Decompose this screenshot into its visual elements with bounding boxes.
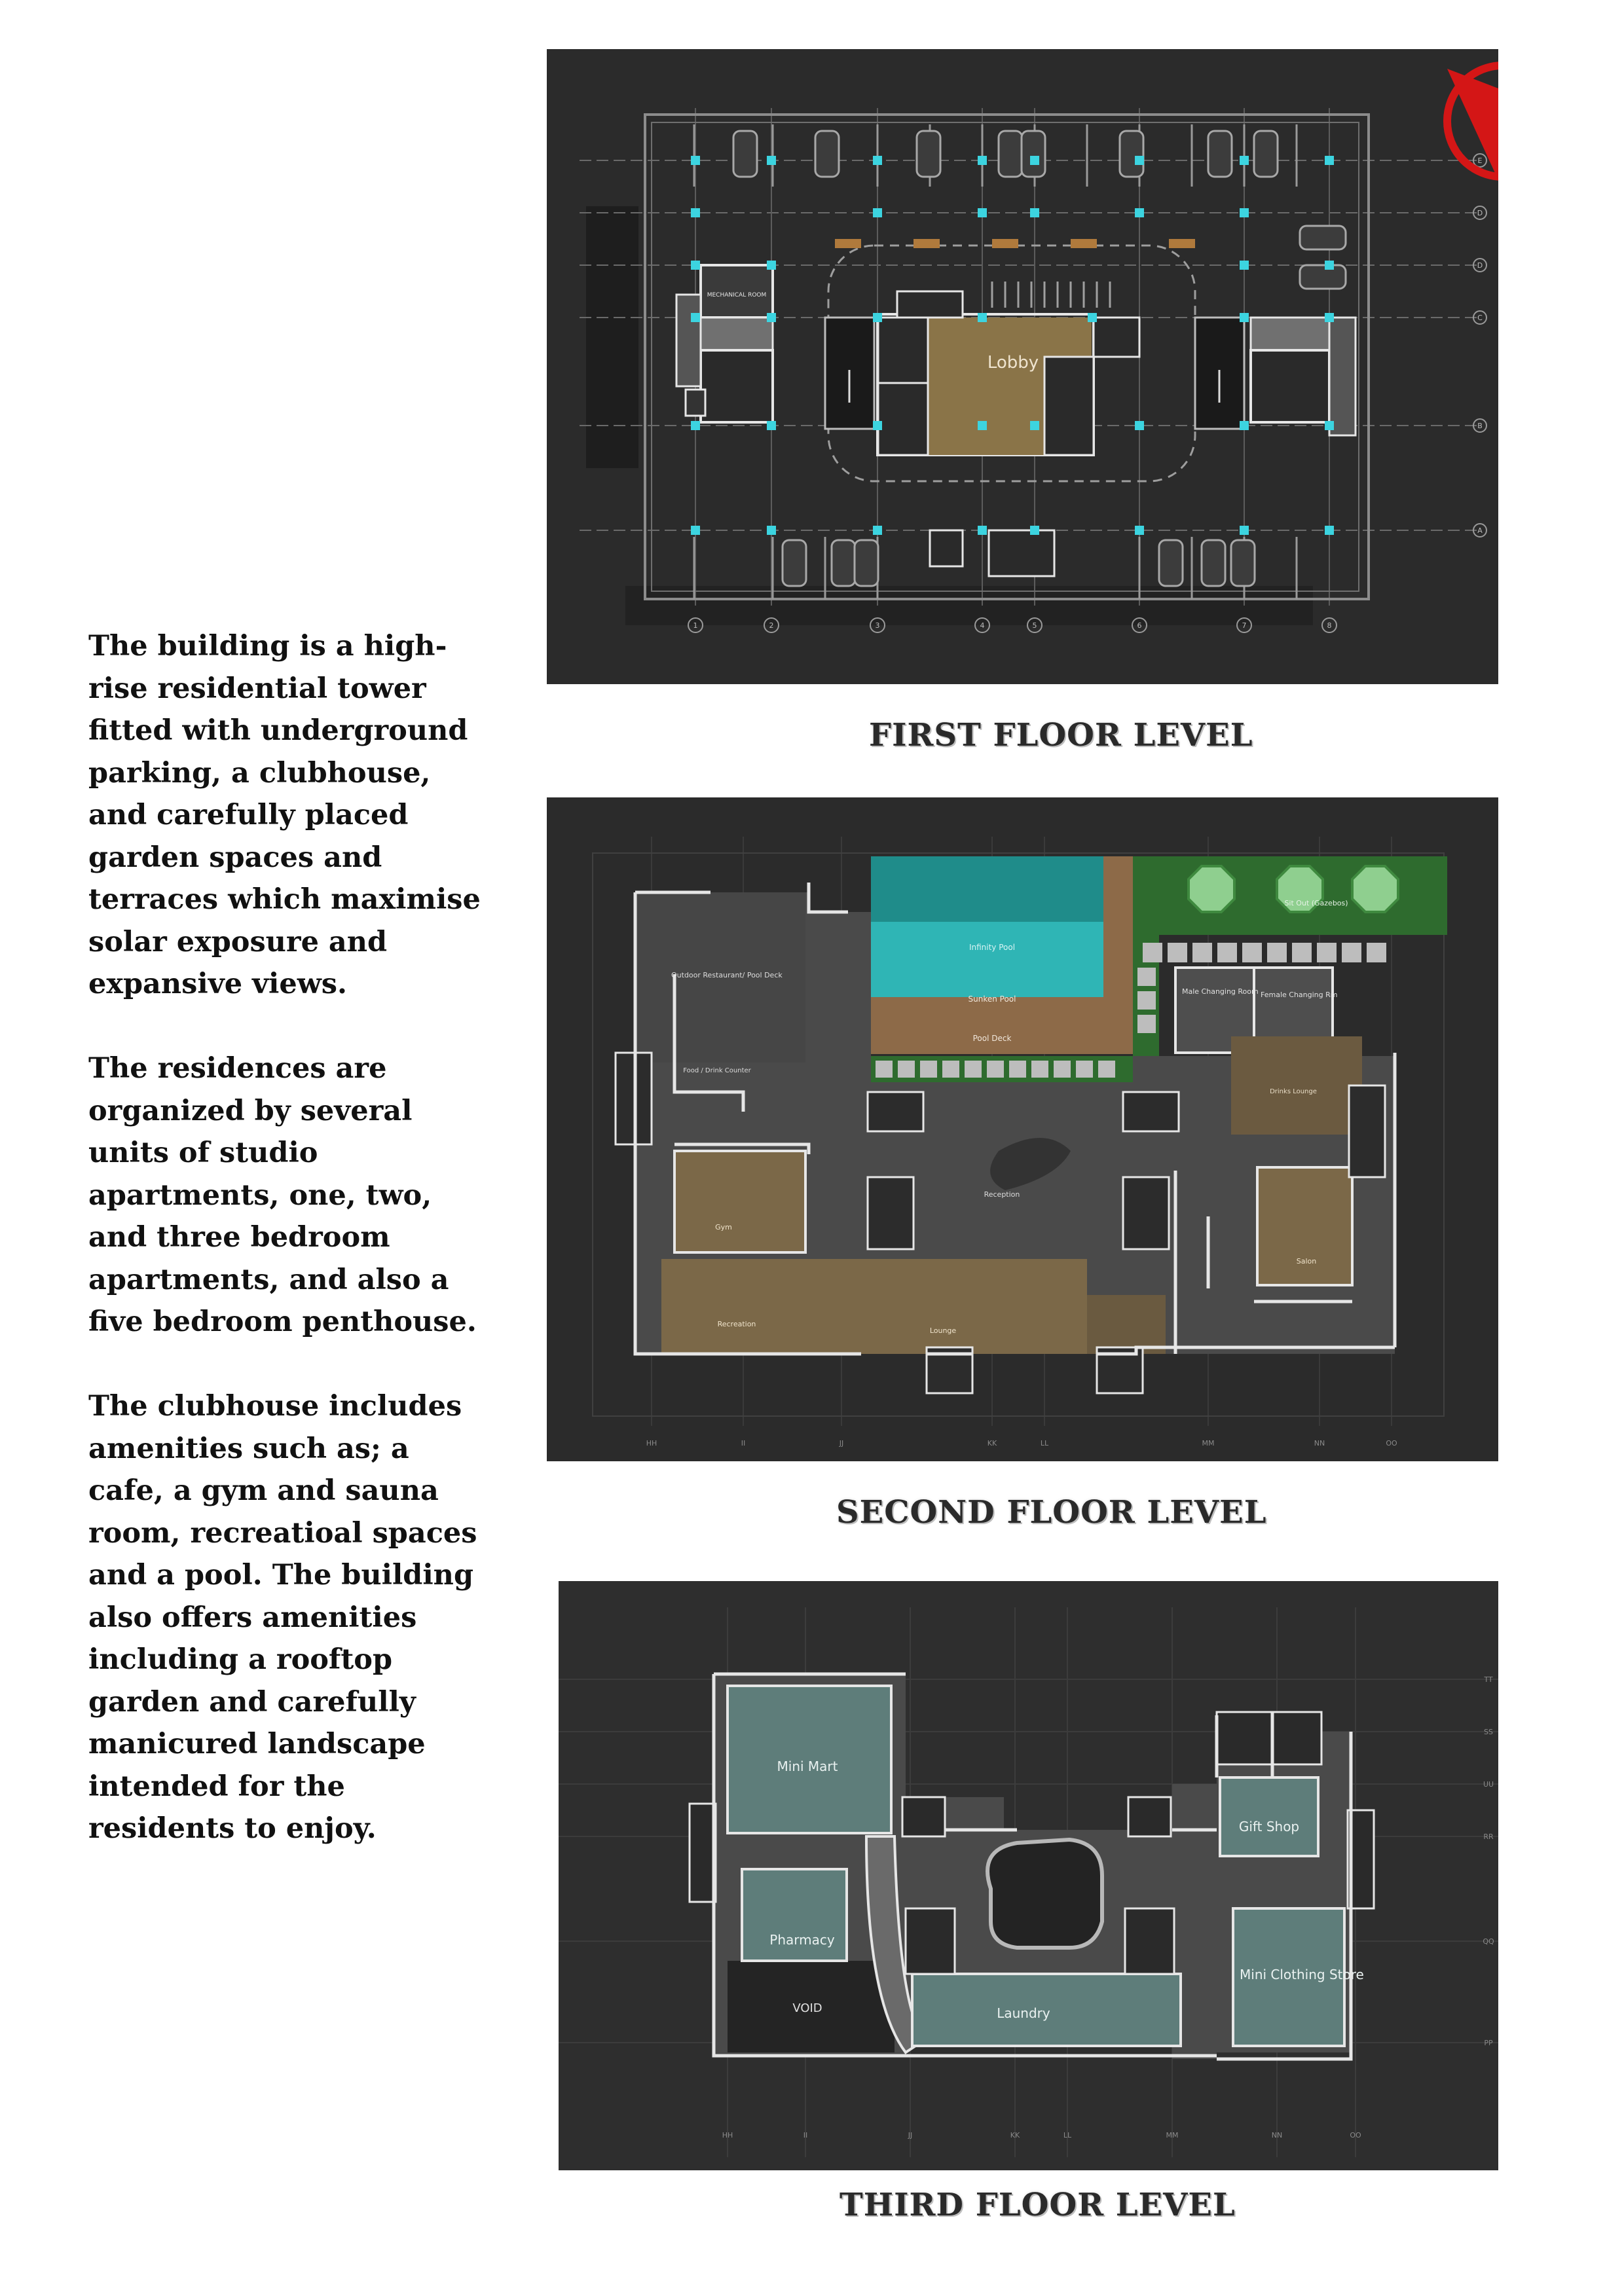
column-label: 4 xyxy=(980,621,985,630)
lounge-label: Lounge xyxy=(929,1326,957,1335)
column-label: NN xyxy=(1314,1439,1325,1448)
description-paragraph-2: The residences are organized by several units of studio apartments, one, two, and three bedroom apartments, and also a five bedroom penthouse. xyxy=(88,1052,477,1338)
sit-out-label: Sit Out (Gazebos) xyxy=(1284,899,1348,907)
second-floor-caption: SECOND FLOOR LEVEL xyxy=(836,1494,1267,1531)
gift-shop-label: Gift Shop xyxy=(1238,1819,1300,1834)
recreation-label: Recreation xyxy=(717,1320,756,1328)
column-label: II xyxy=(803,2131,808,2140)
mini-clothing-label: Mini Clothing Store xyxy=(1240,1967,1364,1982)
column-label: JJ xyxy=(908,2131,913,2140)
column-label: 6 xyxy=(1137,621,1142,630)
infinity-pool-label: Infinity Pool xyxy=(969,943,1016,952)
pharmacy-label: Pharmacy xyxy=(769,1932,835,1948)
second-floor-plan xyxy=(547,797,1498,1461)
row-label: D xyxy=(1477,261,1483,270)
description-paragraph-3: The clubhouse includes amenities such as; a cafe, a gym and sauna room, recreatioal spaces and a pool. The building also offers amenities including a rooftop garden and carefully manicured landscape intended for the residents to enjoy. xyxy=(88,1390,477,1845)
female-changing-label: Female Changing Rm xyxy=(1261,991,1338,999)
column-label: OO xyxy=(1386,1439,1397,1448)
drinks-lounge-label: Drinks Lounge xyxy=(1270,1088,1317,1095)
reception-label: Reception xyxy=(984,1190,1020,1199)
row-label: PP xyxy=(1484,2039,1493,2047)
row-label: E xyxy=(1477,156,1483,165)
description-text xyxy=(88,625,481,1892)
lobby-label: Lobby xyxy=(987,353,1039,373)
third-floor-caption: THIRD FLOOR LEVEL xyxy=(840,2187,1236,2223)
column-label: JJ xyxy=(839,1439,844,1448)
sunken-pool-label: Sunken Pool xyxy=(968,994,1016,1004)
outdoor-restaurant-label: Outdoor Restaurant/ Pool Deck xyxy=(671,971,783,979)
column-label: OO xyxy=(1350,2131,1361,2140)
row-label: QQ xyxy=(1483,1937,1494,1946)
column-label: KK xyxy=(1010,2131,1020,2140)
row-label: B xyxy=(1477,422,1483,430)
cafe-counter-label: Food / Drink Counter xyxy=(683,1067,751,1074)
column-label: HH xyxy=(646,1439,657,1448)
row-label: UU xyxy=(1483,1780,1494,1789)
row-label: TT xyxy=(1484,1675,1493,1684)
column-label: MM xyxy=(1202,1439,1215,1448)
column-label: NN xyxy=(1271,2131,1283,2140)
column-label: 8 xyxy=(1327,621,1332,630)
column-label: LL xyxy=(1063,2131,1072,2140)
column-label: MM xyxy=(1166,2131,1179,2140)
column-label: HH xyxy=(722,2131,733,2140)
pool-deck-label: Pool Deck xyxy=(972,1034,1012,1043)
column-label: II xyxy=(741,1439,746,1448)
salon-label: Salon xyxy=(1296,1257,1317,1266)
first-floor-plan xyxy=(547,49,1498,684)
void-label: VOID xyxy=(792,2001,822,2015)
row-label: D xyxy=(1477,209,1483,217)
column-label: KK xyxy=(987,1439,997,1448)
mechanical-room-label: MECHANICAL ROOM xyxy=(707,292,767,299)
first-floor-caption: FIRST FLOOR LEVEL xyxy=(869,717,1253,754)
row-label: SS xyxy=(1484,1728,1493,1736)
mini-mart-label: Mini Mart xyxy=(777,1758,838,1774)
laundry-label: Laundry xyxy=(997,2005,1050,2021)
description-paragraph-1: The building is a high-rise residential tower fitted with underground parking, a clubhouse, and carefully placed garden spaces and terraces which maximise solar exposure and expansive views. xyxy=(88,630,481,1000)
column-label: 3 xyxy=(875,621,880,630)
third-floor-plan xyxy=(559,1581,1498,2170)
column-label: 1 xyxy=(693,621,698,630)
row-label: C xyxy=(1477,314,1483,322)
row-label: A xyxy=(1477,526,1483,535)
column-label: 7 xyxy=(1242,621,1247,630)
column-label: 5 xyxy=(1032,621,1037,630)
gym-label: Gym xyxy=(715,1223,732,1231)
column-label: LL xyxy=(1040,1439,1049,1448)
row-label: RR xyxy=(1483,1832,1494,1841)
male-changing-label: Male Changing Room xyxy=(1182,987,1259,996)
column-label: 2 xyxy=(769,621,774,630)
